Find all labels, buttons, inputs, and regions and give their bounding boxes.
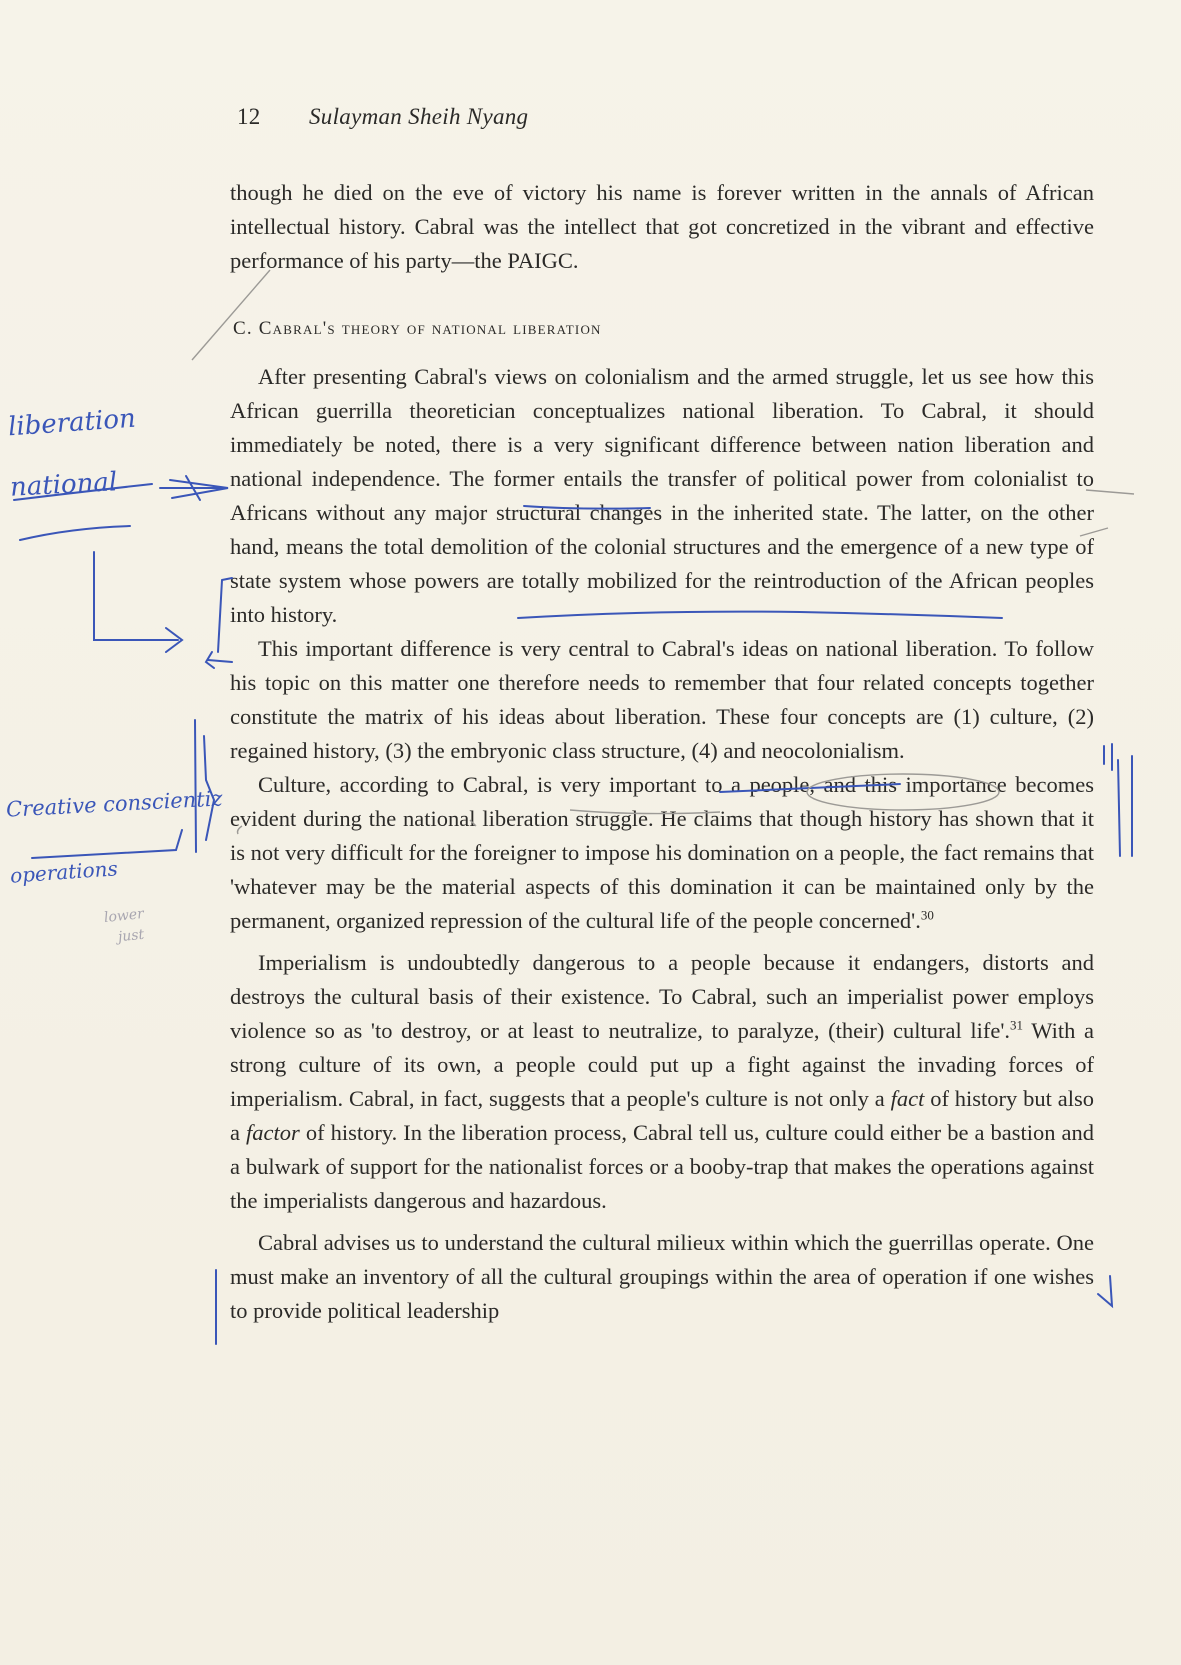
paragraph-5: Cabral advises us to understand the cultural milieux within which the guerrillas operate. One must make an inventory of all the cultural groupings within the area of operation if one wishes to provide political leadership [230, 1230, 1094, 1323]
left-bracket-icon [218, 578, 232, 652]
bracket-arrow-icon [94, 552, 182, 652]
faint-hook-icon [238, 826, 243, 834]
footnote-ref-30: 30 [920, 907, 934, 923]
handwritten-note-creative: Creative conscientiz [5, 786, 224, 822]
running-header-author: Sulayman Sheih Nyang [309, 104, 529, 129]
italic-factor: factor [246, 1120, 300, 1145]
right-margin-mark-icon [1098, 1276, 1112, 1306]
paragraph-0: though he died on the eve of victory his name is forever written in the annals of African intellectual history. Cabral was the intellect that got concretized in the vibrant and effective performance of his party—the PAIGC. [230, 180, 1094, 273]
arrow-icon [160, 476, 228, 500]
paragraph-4-text-c: of history but also a [230, 1086, 1094, 1145]
italic-fact: fact [890, 1086, 925, 1111]
paragraph-4-text-d: of history. In the liberation process, Cabral tell us, culture could either be a bastion and a bulwark of support for the nationalist forces or a booby-trap that makes the operations against the imperialists dangerous and hazardous. [230, 1120, 1094, 1213]
footnote-ref-31: 31 [1010, 1017, 1024, 1033]
slash-mark-icon [192, 270, 270, 360]
handwritten-note-faint-2: just [117, 926, 145, 946]
bracket-creative-icon [32, 830, 182, 858]
paragraph-4-text-a: Imperialism is undoubtedly dangerous to a people because it endangers, distorts and destroys the cultural basis of their existence. To Cabral, such an imperialist power employs violence so as 'to destroy, or at least to neutralize, to paralyze, (their) cultural life'. [230, 950, 1094, 1043]
paragraph-4-text-b: With a strong culture of its own, a people could put up a fight against the invading forces of imperialism. Cabral, in fact, suggests that a people's culture is not only a [230, 1018, 1094, 1111]
section-title: Cabral's theory of national liberation [258, 318, 602, 339]
page-number: 12 [237, 104, 261, 129]
underline-neocolonialism-icon [570, 810, 720, 814]
small-arrow-icon [206, 652, 232, 668]
handwritten-note-operations: operations [9, 856, 119, 888]
handwritten-note-national: national [9, 467, 118, 503]
underline-total-demolition-icon [518, 612, 1002, 618]
handwritten-note-liberation: liberation [7, 403, 137, 443]
circle-regained-history-icon [807, 774, 999, 810]
tick-mark-icon [470, 820, 476, 826]
margin-line-1-icon [195, 720, 196, 852]
right-faint-marks-icon [1080, 490, 1134, 536]
underline-national-icon [14, 484, 152, 500]
paragraph-1: After presenting Cabral's views on colonialism and the armed struggle, let us see how this African guerrilla theoretician conceptualizes national liberation. To Cabral, it should immediately be noted, there is a very significant difference between nation liberation and national independence. The former entails the transfer of political power from colonialist to Africans without any major structural changes in the inherited state. The latter, on the other hand, means the total demolition of the colonial structures and the emergence of a new type of state system whose powers are totally mobilized for the reintroduction of the African peoples into history. [230, 364, 1094, 627]
handwritten-note-faint-1: lower [103, 905, 145, 927]
right-margin-lines-icon [1118, 756, 1132, 856]
margin-stroke-icon [20, 526, 130, 540]
underline-nation-liberation-icon [524, 506, 650, 509]
margin-line-2-icon [204, 736, 214, 840]
right-margin-ticks-icon [1104, 744, 1112, 770]
section-letter: C. [233, 318, 253, 339]
paragraph-3-text: Culture, according to Cabral, is very important to a people, and this importance becomes evident during the national liberation struggle. He claims that though history has shown that it is not very difficult for the foreigner to impose his domination on a people, the fact remains that 'whatever may be the material aspects of this domination it can be maintained only by the permanent, organized repression of the cultural life of the people concerned'. [230, 772, 1094, 933]
paragraph-2: This important difference is very central to Cabral's ideas on national liberation. To follow his topic on this matter one therefore needs to remember that four related concepts together constitute the matrix of his ideas about liberation. These four concepts are (1) culture, (2) regained history, (3) the embryonic class structure, (4) and neocolonialism. [230, 636, 1094, 763]
